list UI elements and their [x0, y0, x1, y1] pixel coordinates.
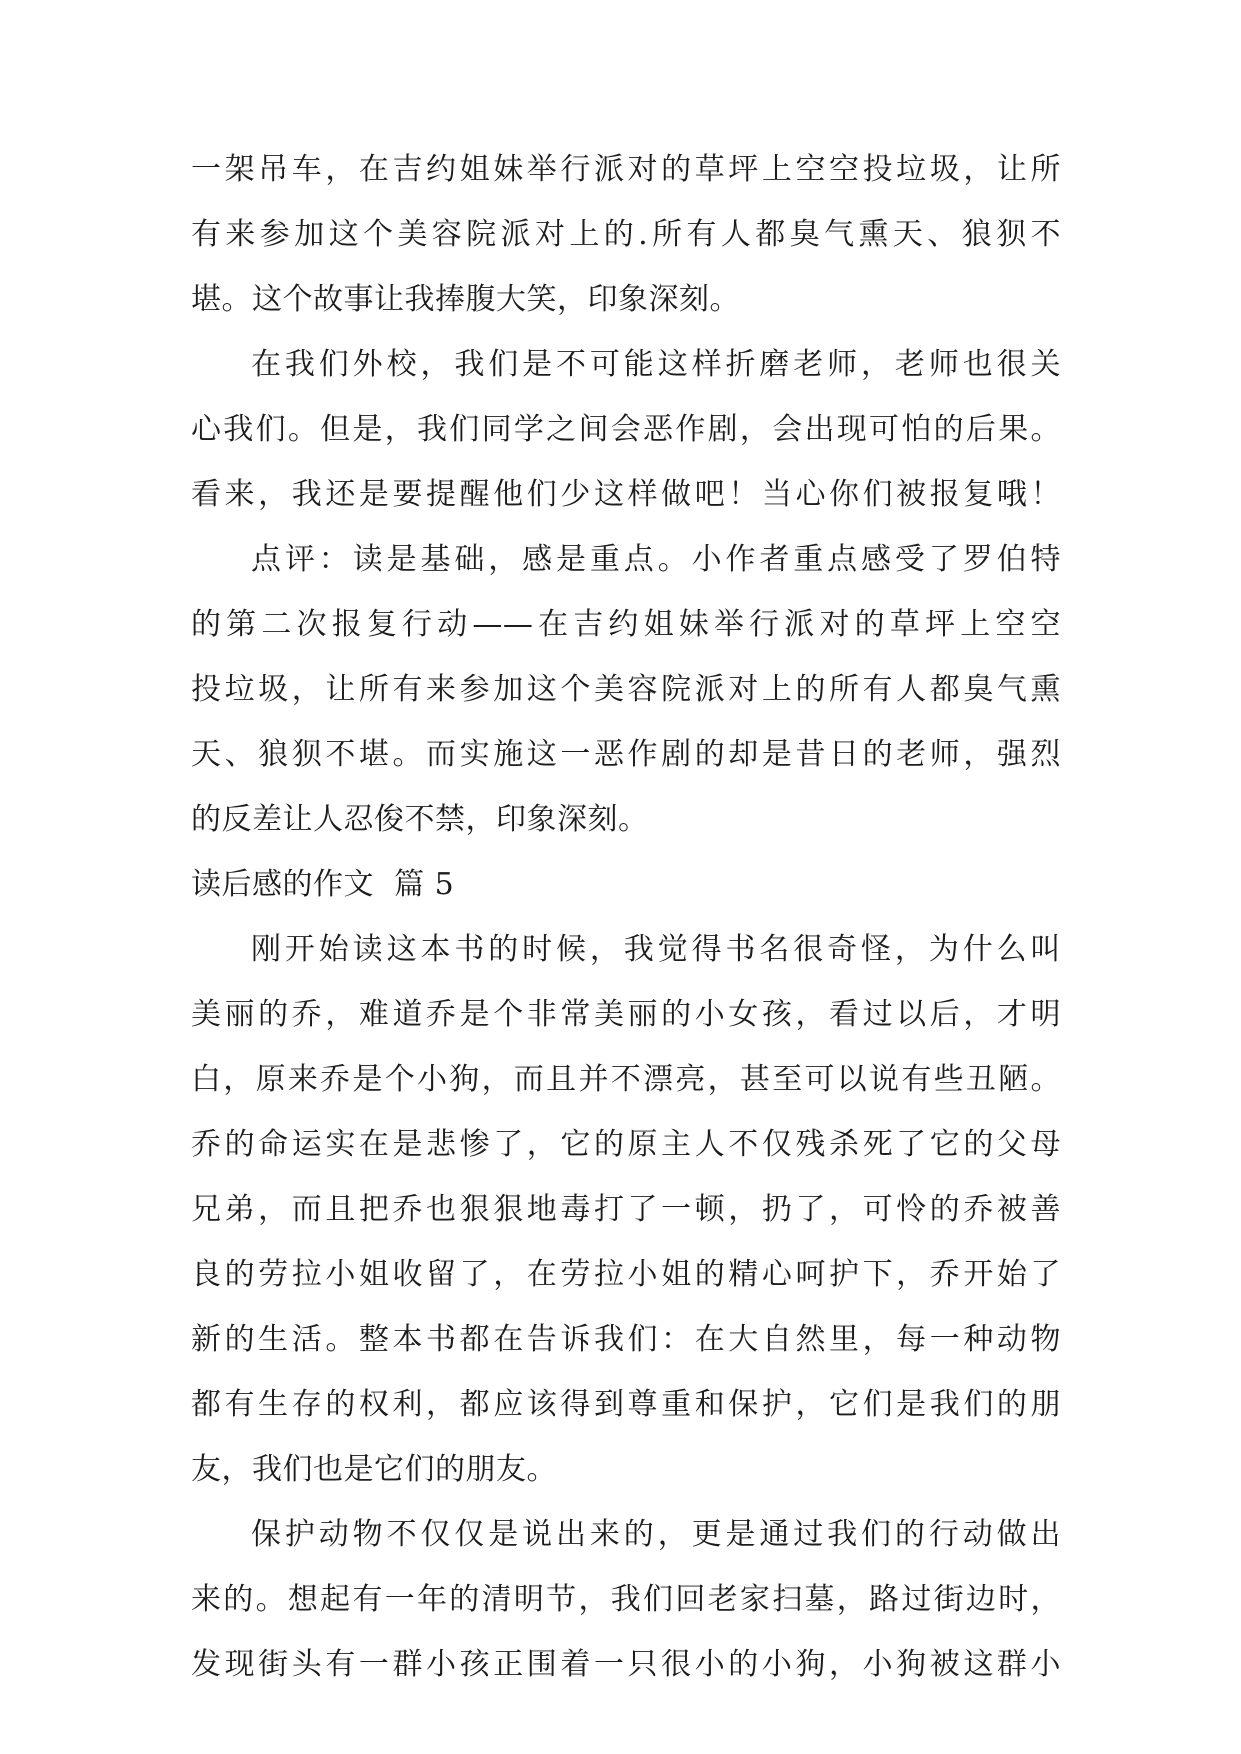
text-line: 都有生存的权利，都应该得到尊重和保护，它们是我们的朋	[191, 1387, 1061, 1422]
text-line: 良的劳拉小姐收留了，在劳拉小姐的精心呵护下，乔开始了	[191, 1257, 1061, 1292]
text-line: 一架吊车，在吉约姐妹举行派对的草坪上空空投垃圾，让所	[191, 152, 1061, 187]
text-line: 投垃圾，让所有来参加这个美容院派对上的所有人都臭气熏	[191, 672, 1061, 707]
text-line: 有来参加这个美容院派对上的.所有人都臭气熏天、狼狈不	[191, 217, 1061, 252]
text-line: 看来，我还是要提醒他们少这样做吧！当心你们被报复哦！	[191, 477, 1061, 512]
text-line: 新的生活。整本书都在告诉我们：在大自然里，每一种动物	[191, 1322, 1061, 1357]
text-line: 堪。这个故事让我捧腹大笑，印象深刻。	[191, 282, 740, 317]
text-line: 友，我们也是它们的朋友。	[191, 1452, 557, 1487]
text-line: 兄弟，而且把乔也狠狠地毒打了一顿，扔了，可怜的乔被善	[191, 1192, 1061, 1227]
text-line: 白，原来乔是个小狗，而且并不漂亮，甚至可以说有些丑陋。	[191, 1062, 1061, 1097]
paragraph-first-line: 在我们外校，我们是不可能这样折磨老师，老师也很关	[251, 347, 1061, 382]
text-line: 乔的命运实在是悲惨了，它的原主人不仅残杀死了它的父母	[191, 1127, 1061, 1162]
text-line: 的第二次报复行动——在吉约姐妹举行派对的草坪上空空	[191, 607, 1061, 642]
text-line: 来的。想起有一年的清明节，我们回老家扫墓，路过街边时，	[191, 1582, 1061, 1617]
text-line: 发现街头有一群小孩正围着一只很小的小狗，小狗被这群小	[191, 1647, 1061, 1682]
section-heading: 读后感的作文 篇 5	[191, 867, 455, 902]
paragraph-first-line: 点评：读是基础，感是重点。小作者重点感受了罗伯特	[251, 542, 1061, 577]
paragraph-first-line: 保护动物不仅仅是说出来的，更是通过我们的行动做出	[251, 1517, 1061, 1552]
text-line: 的反差让人忍俊不禁，印象深刻。	[191, 802, 649, 837]
text-line: 美丽的乔，难道乔是个非常美丽的小女孩，看过以后，才明	[191, 997, 1061, 1032]
paragraph-first-line: 刚开始读这本书的时候，我觉得书名很奇怪，为什么叫	[251, 932, 1061, 967]
text-line: 天、狼狈不堪。而实施这一恶作剧的却是昔日的老师，强烈	[191, 737, 1061, 772]
text-line: 心我们。但是，我们同学之间会恶作剧，会出现可怕的后果。	[191, 412, 1061, 447]
